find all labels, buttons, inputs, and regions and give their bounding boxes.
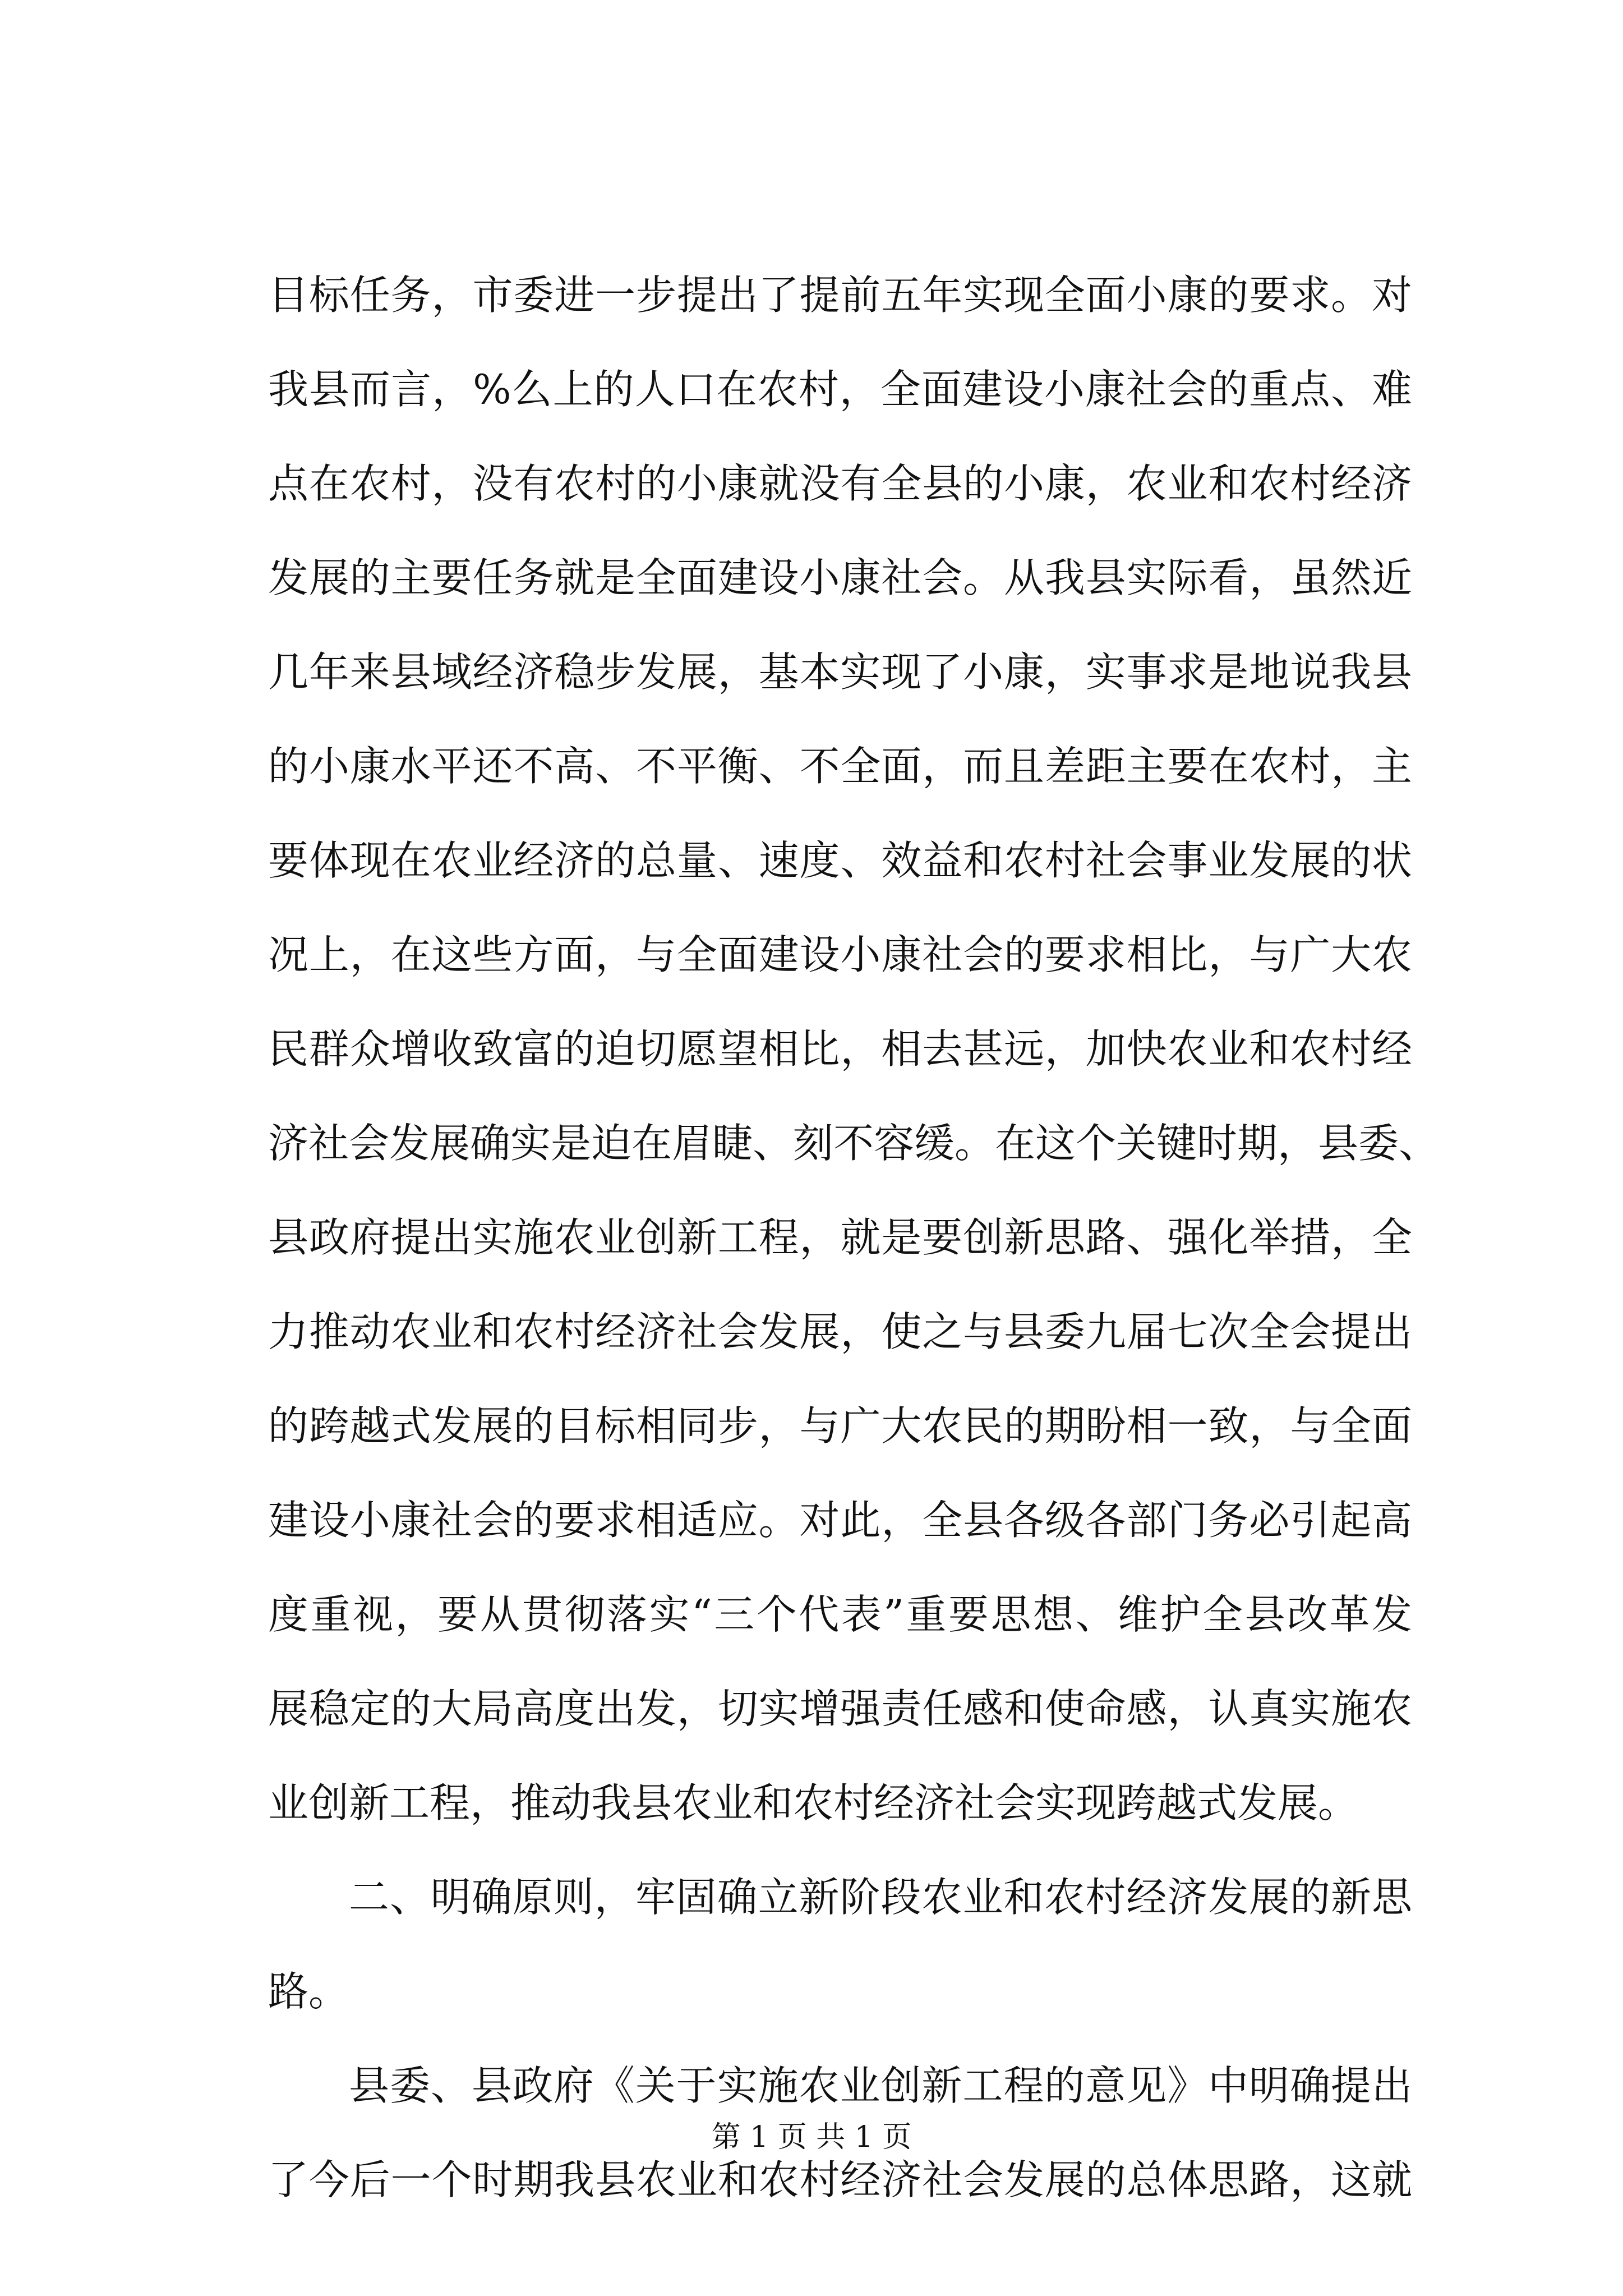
text-line: 展稳定的大局高度出发，切实增强责任感和使命感，认真实施农: [268, 1685, 1412, 1732]
text-line: 点在农村，没有农村的小康就没有全县的小康，农业和农村经济: [268, 460, 1412, 507]
text-line: 要体现在农业经济的总量、速度、效益和农村社会事业发展的状: [268, 837, 1412, 884]
text-line: 二、明确原则，牢固确立新阶段农业和农村经济发展的新思: [349, 1874, 1412, 1921]
text-line: 的跨越式发展的目标相同步，与广大农民的期盼相一致，与全面: [268, 1402, 1412, 1450]
text-line: 县委、县政府《关于实施农业创新工程的意见》中明确提出: [349, 2062, 1412, 2109]
text-line: 的小康水平还不高、不平衡、不全面，而且差距主要在农村，主: [268, 743, 1412, 790]
section-heading: [268, 1850, 1412, 2039]
text-line: 业创新工程，推动我县农业和农村经济社会实现跨越式发展。: [268, 1779, 1359, 1826]
text-line: 济社会发展确实是迫在眉睫、刻不容缓。在这个关键时期，县委、: [268, 1120, 1440, 1167]
text-line: 县政府提出实施农业创新工程，就是要创新思路、强化举措，全: [268, 1214, 1412, 1261]
text-line: 目标任务，市委进一步提出了提前五年实现全面小康的要求。对: [268, 272, 1412, 319]
text-line: 路。: [268, 1968, 349, 2015]
text-line: 了今后一个时期我县农业和农村经济社会发展的总体思路，这就: [268, 2156, 1412, 2203]
paragraph-1: [268, 248, 1440, 1850]
text-line: 建设小康社会的要求相适应。对此，全县各级各部门务必引起高: [268, 1497, 1412, 1544]
text-line: 我县而言，%么上的人口在农村，全面建设小康社会的重点、难: [268, 366, 1412, 413]
page-footer: 第 1 页 共 1 页: [711, 2120, 912, 2154]
text-line: 况上，在这些方面，与全面建设小康社会的要求相比，与广大农: [268, 931, 1412, 978]
document-body: [268, 248, 1440, 2227]
text-line: 力推动农业和农村经济社会发展，使之与县委九届七次全会提出: [268, 1308, 1412, 1355]
text-line: 几年来县域经济稳步发展，基本实现了小康，实事求是地说我县: [268, 648, 1412, 696]
text-line: 度重视，要从贯彻落实“三个代表”重要思想、维护全县改革发: [268, 1591, 1412, 1638]
text-line: 发展的主要任务就是全面建设小康社会。从我县实际看，虽然近: [268, 554, 1412, 601]
text-line: 民群众增收致富的迫切愿望相比，相去甚远，加快农业和农村经: [268, 1025, 1412, 1073]
